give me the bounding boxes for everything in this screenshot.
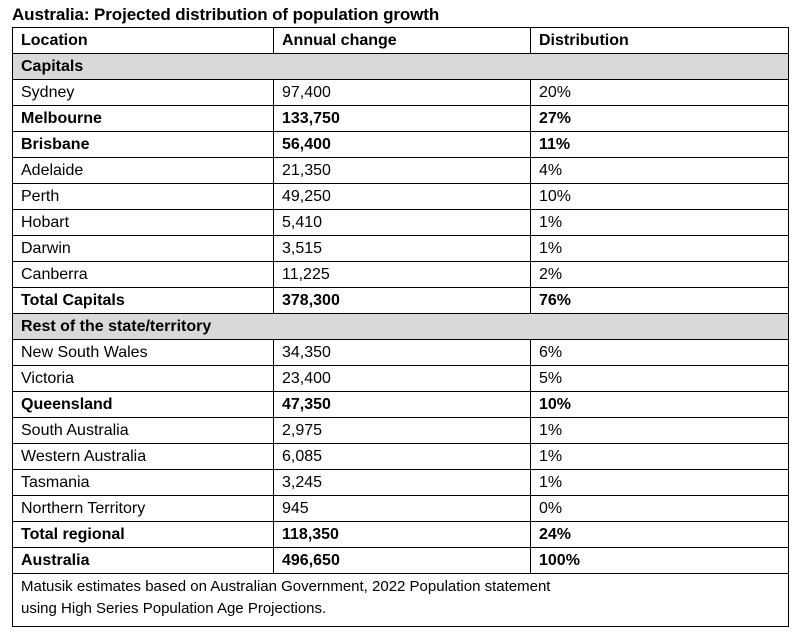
annual-change-cell: 56,400 <box>274 132 531 158</box>
table-row <box>13 366 789 392</box>
header-annual-change: Annual change <box>274 28 531 54</box>
annual-change-cell: 23,400 <box>274 366 531 392</box>
source-note-line: Matusik estimates based on Australian Government, 2022 Population statement <box>21 578 551 595</box>
annual-change-cell: 97,400 <box>274 80 531 106</box>
distribution-cell: 0% <box>531 496 789 522</box>
distribution-cell: 1% <box>531 418 789 444</box>
header-location: Location <box>13 28 274 54</box>
section-header-row <box>13 314 789 340</box>
location-cell: Darwin <box>13 236 274 262</box>
location-cell: Western Australia <box>13 444 274 470</box>
source-note-line: using High Series Population Age Projections. <box>21 600 327 617</box>
location-cell: Melbourne <box>13 106 274 132</box>
location-cell: New South Wales <box>13 340 274 366</box>
distribution-cell: 1% <box>531 210 789 236</box>
location-cell: Sydney <box>13 80 274 106</box>
table-row <box>13 470 789 496</box>
source-note <box>13 574 789 627</box>
distribution-cell: 2% <box>531 262 789 288</box>
population-growth-table <box>12 27 789 627</box>
table-row <box>13 418 789 444</box>
table-row <box>13 262 789 288</box>
header-row <box>13 28 789 54</box>
distribution-cell: 5% <box>531 366 789 392</box>
distribution-cell: 20% <box>531 80 789 106</box>
total-change-cell: 118,350 <box>274 522 531 548</box>
section-label: Capitals <box>13 54 789 80</box>
location-cell: South Australia <box>13 418 274 444</box>
annual-change-cell: 3,245 <box>274 470 531 496</box>
table-row <box>13 444 789 470</box>
location-cell: Canberra <box>13 262 274 288</box>
annual-change-cell: 2,975 <box>274 418 531 444</box>
annual-change-cell: 6,085 <box>274 444 531 470</box>
table-container <box>12 0 788 627</box>
total-row <box>13 288 789 314</box>
table-title: Australia: Projected distribution of population growth <box>12 5 440 24</box>
total-change-cell: 378,300 <box>274 288 531 314</box>
table-row <box>13 106 789 132</box>
location-cell: Queensland <box>13 392 274 418</box>
section-label: Rest of the state/territory <box>13 314 789 340</box>
location-cell: Tasmania <box>13 470 274 496</box>
distribution-cell: 1% <box>531 470 789 496</box>
location-cell: Victoria <box>13 366 274 392</box>
distribution-cell: 27% <box>531 106 789 132</box>
annual-change-cell: 945 <box>274 496 531 522</box>
table-row <box>13 80 789 106</box>
distribution-cell: 4% <box>531 158 789 184</box>
table-row <box>13 132 789 158</box>
table-row <box>13 158 789 184</box>
distribution-cell: 6% <box>531 340 789 366</box>
location-cell: Perth <box>13 184 274 210</box>
annual-change-cell: 3,515 <box>274 236 531 262</box>
annual-change-cell: 21,350 <box>274 158 531 184</box>
total-distribution-cell: 24% <box>531 522 789 548</box>
location-cell: Adelaide <box>13 158 274 184</box>
distribution-cell: 10% <box>531 392 789 418</box>
table-row <box>13 496 789 522</box>
total-row <box>13 522 789 548</box>
table-row <box>13 210 789 236</box>
table-row <box>13 236 789 262</box>
distribution-cell: 11% <box>531 132 789 158</box>
distribution-cell: 1% <box>531 236 789 262</box>
grand-total-change: 496,650 <box>274 548 531 574</box>
table-row <box>13 392 789 418</box>
note-row <box>13 574 789 627</box>
grand-total-row <box>13 548 789 574</box>
grand-total-distribution: 100% <box>531 548 789 574</box>
annual-change-cell: 5,410 <box>274 210 531 236</box>
annual-change-cell: 47,350 <box>274 392 531 418</box>
header-distribution: Distribution <box>531 28 789 54</box>
table-row <box>13 340 789 366</box>
annual-change-cell: 11,225 <box>274 262 531 288</box>
annual-change-cell: 49,250 <box>274 184 531 210</box>
total-distribution-cell: 76% <box>531 288 789 314</box>
distribution-cell: 10% <box>531 184 789 210</box>
distribution-cell: 1% <box>531 444 789 470</box>
section-header-row <box>13 54 789 80</box>
grand-total-location: Australia <box>13 548 274 574</box>
table-row <box>13 184 789 210</box>
annual-change-cell: 34,350 <box>274 340 531 366</box>
total-location-cell: Total Capitals <box>13 288 274 314</box>
total-location-cell: Total regional <box>13 522 274 548</box>
location-cell: Hobart <box>13 210 274 236</box>
location-cell: Northern Territory <box>13 496 274 522</box>
location-cell: Brisbane <box>13 132 274 158</box>
annual-change-cell: 133,750 <box>274 106 531 132</box>
